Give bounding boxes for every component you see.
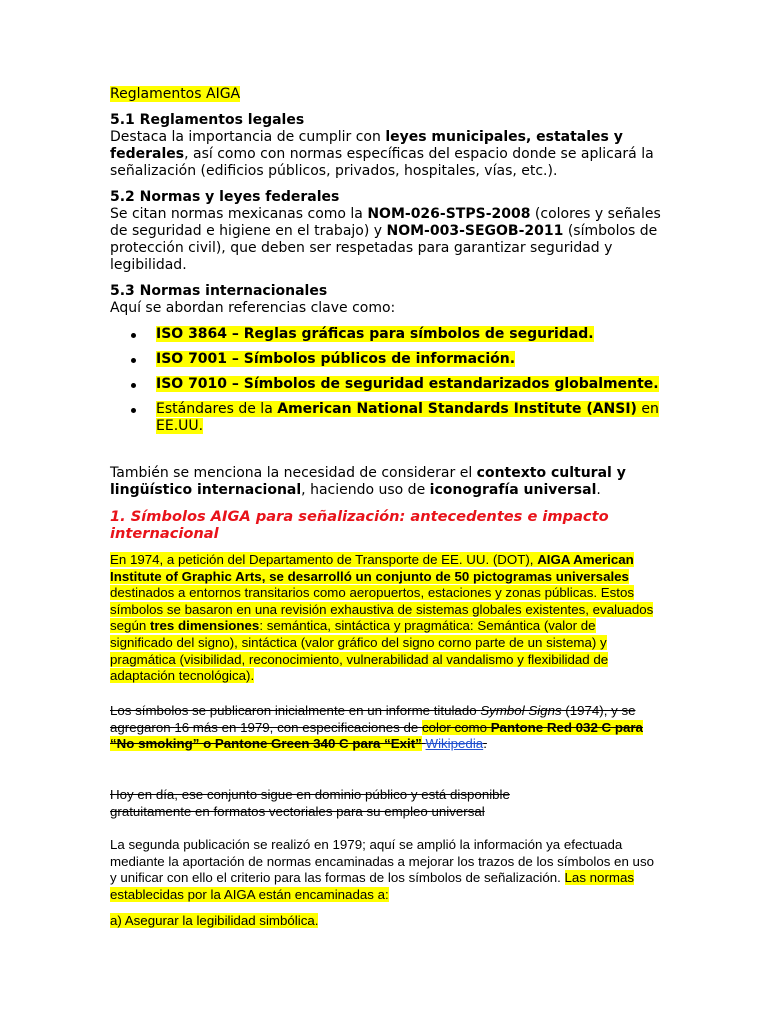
bullet-icon bbox=[131, 408, 136, 413]
section-5-1-body: Destaca la importancia de cumplir con leyes municipales, estatales y federales, así como con normas específicas del espacio donde se aplicará la señalización (edificios públicos, privados, hospitales, vías, etc.). bbox=[110, 129, 654, 179]
bullet-icon bbox=[131, 333, 136, 338]
list-item: ISO 3864 – Reglas gráficas para símbolos de seguridad. bbox=[110, 326, 670, 343]
section-1-heading: 1. Símbolos AIGA para señalización: antecedentes e impacto internacional bbox=[110, 508, 609, 542]
bullet-icon bbox=[131, 383, 136, 388]
wikipedia-link[interactable]: Wikipedia bbox=[425, 736, 484, 752]
tambien-paragraph: También se menciona la necesidad de considerar el contexto cultural y lingüístico internacional, haciendo uso de iconografía universal. bbox=[110, 465, 626, 498]
paragraph-segunda-publicacion: La segunda publicación se realizó en 1979; aquí se amplió la información ya efectuada mediante la aportación de normas encaminadas a mejorar los trazos de los símbolos en uso y unificar con ello el criterio para las formas de los símbolos de señalización. Las normas establecidas por la AIGA están encaminadas a: bbox=[110, 837, 654, 902]
section-5-1 bbox=[110, 112, 670, 180]
iso-standards-list bbox=[110, 326, 670, 443]
paragraph-1974: En 1974, a petición del Departamento de Transporte de EE. UU. (DOT), AIGA American Institute of Graphic Arts, se desarrolló un conjunto de 50 pictogramas universales destinados a entornos transitarios como aeropuertos, estaciones y zonas públicas. Estos símbolos se basaron en una revisión exhaustiva de sistemas globales existentes, evaluados según tres dimensiones: semántica, sintáctica y pragmática: Semántica (valor de significado del signo), sintáctica (valor gráfico del signo corno parte de un sistema) y pragmática (visibilidad, reconocimiento, vulnerabilidad al vandalismo y flexibilidad de adaptación tecnológica). bbox=[110, 552, 654, 684]
section-5-3-heading: 5.3 Normas internacionales bbox=[110, 283, 328, 299]
section-5-3-intro: Aquí se abordan referencias clave como: bbox=[110, 300, 396, 316]
list-item: ISO 7010 – Símbolos de seguridad estandarizados globalmente. bbox=[110, 376, 670, 393]
document-title bbox=[110, 86, 670, 103]
section-5-1-heading: 5.1 Reglamentos legales bbox=[110, 112, 305, 128]
section-5-2 bbox=[110, 189, 670, 274]
paragraph-item-a: a) Asegurar la legibilidad simbólica. bbox=[110, 913, 319, 928]
list-item: ISO 7001 – Símbolos públicos de información. bbox=[110, 351, 670, 368]
section-5-2-body: Se citan normas mexicanas como la NOM-026-STPS-2008 (colores y señales de seguridad e higiene en el trabajo) y NOM-003-SEGOB-2011 (símbolos de protección civil), que deben ser respetadas para garantizar seguridad y legibilidad. bbox=[110, 206, 661, 273]
title-text: Reglamentos AIGA bbox=[110, 86, 241, 102]
section-5-2-heading: 5.2 Normas y leyes federales bbox=[110, 189, 340, 205]
paragraph-hoy-en-dia: Hoy en día, ese conjunto sigue en dominio público y está disponible gratuitamente en formatos vectoriales para su empleo universal bbox=[110, 787, 510, 819]
list-item: Estándares de la American National Standards Institute (ANSI) en EE.UU. bbox=[110, 401, 670, 435]
paragraph-symbol-signs: Los símbolos se publicaron inicialmente en un informe titulado Symbol Signs (1974), y se agregaron 16 más en 1979, con especificaciones de color como Pantone Red 032 C para “No smoking” o Pantone Green 340 C para “Exit” Wikipedia. bbox=[110, 703, 643, 752]
section-5-3 bbox=[110, 283, 670, 317]
bullet-icon bbox=[131, 358, 136, 363]
